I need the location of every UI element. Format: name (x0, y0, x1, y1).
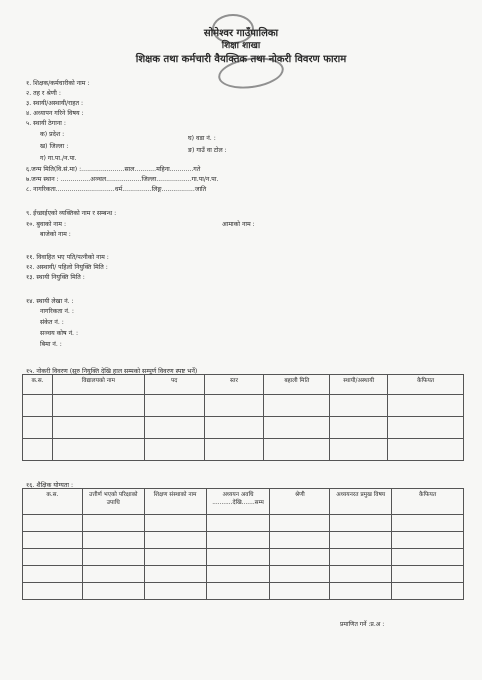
field-citizenship: ८. नागरिकता..............................धर्म...............लिङ्ग.................जाति (26, 186, 207, 193)
education-table-title: १६. शैक्षिक योग्यता : (26, 482, 74, 489)
certification-label: प्रमाणित गर्ने :प्र.अ : (340, 621, 385, 628)
field-municipality: ग) गा.पा./न.पा. (40, 155, 77, 162)
form-header (0, 28, 482, 66)
column-header: बहाली मिति (264, 375, 330, 395)
form-title: शिक्षक तथा कर्मचारी वैयक्तिक तथा नोकरी विवरण फाराम (135, 54, 347, 65)
field-address: ५. स्थायी ठेगाना : (26, 120, 66, 127)
table-header-row (23, 489, 464, 515)
education-table (22, 488, 464, 600)
field-name: १. शिक्षक/कर्मचारीको नाम : (26, 80, 90, 87)
table-row (23, 532, 464, 549)
field-subject: ४. अध्यापन गरिने विषय : (26, 110, 84, 117)
field-village: ङ) गाउँ वा टोल : (188, 147, 227, 154)
field-citizenship-no: नागरिकता नं. : (40, 308, 74, 315)
table-row (23, 515, 464, 532)
column-header: विद्यालयको नाम (52, 375, 144, 395)
municipality-name: सोमेश्वर गाउँपालिका (203, 28, 279, 39)
column-header: कैफियत (388, 375, 464, 395)
column-header: शिक्षण संस्थाको नाम (144, 489, 206, 515)
service-table-title: १५. नोकरी विवरण (सुरु नियुक्ति देखि हाल सम्मको सम्पूर्ण विवरण स्पष्ट भर्ने) (26, 368, 198, 375)
column-header: क.स. (23, 375, 53, 395)
table-row (23, 583, 464, 600)
field-grandfather: बाजेको नाम : (40, 231, 71, 238)
section-name: शिक्षा शाखा (221, 41, 261, 51)
field-district: ख) जिल्ला : (40, 143, 69, 150)
field-spouse: ११. विवाहित भए पति/पत्नीको नाम : (26, 254, 109, 261)
field-code-no: संकेत नं. : (40, 319, 64, 326)
field-permanent-appointment: १३. स्थायी नियुक्ति मिति : (26, 274, 85, 281)
column-header: स्तर (204, 375, 264, 395)
table-row (23, 417, 464, 439)
column-header: क.स. (23, 489, 83, 515)
table-row (23, 395, 464, 417)
table-row (23, 566, 464, 583)
column-header: अध्ययनरत प्रमुख विषय (330, 489, 392, 515)
field-account-no: १४. स्थायी लेखा नं. : (26, 298, 74, 305)
column-header: स्थायी/अस्थायी (330, 375, 388, 395)
field-provident-fund-no: सञ्चय कोष नं. : (40, 330, 79, 337)
field-mother: आमाको नाम : (222, 221, 255, 228)
table-row (23, 439, 464, 461)
field-birthplace: ७.जन्म स्थान : ...............अञ्चल..................जिल्ला..................गा.पा/न.पा. (26, 176, 219, 183)
column-header: पद (144, 375, 204, 395)
field-first-appointment: १२. अस्थायी/ पहिलो नियुक्ति मिति : (26, 264, 108, 271)
field-ward: घ) वडा नं. : (188, 135, 216, 142)
column-header: अध्ययन अवधि ...........देखि.......सम्म (206, 489, 270, 515)
table-header-row (23, 375, 464, 395)
table-row (23, 549, 464, 566)
column-header: उत्तीर्ण भएको परिक्षाको उपाधि (82, 489, 144, 515)
field-insurance-no: बिमा नं. : (40, 341, 62, 348)
field-father: १०. बुवाको नाम : (26, 221, 67, 228)
field-province: क) प्रदेश : (40, 131, 65, 138)
field-dob: ६.जन्म मिति(वि.सं.मा) :......................साल...........महिना............गते (26, 166, 201, 173)
field-nominee: ९. ईच्छाईएको व्यक्तिको नाम र सम्बन्ध : (26, 210, 117, 217)
column-header: कैफियत (392, 489, 464, 515)
column-header: श्रेणी (270, 489, 330, 515)
service-table (22, 374, 464, 461)
field-level: २. तह र श्रेणी : (26, 90, 61, 97)
field-status: ३. स्थायी/अस्थायी/राहत : (26, 100, 84, 107)
